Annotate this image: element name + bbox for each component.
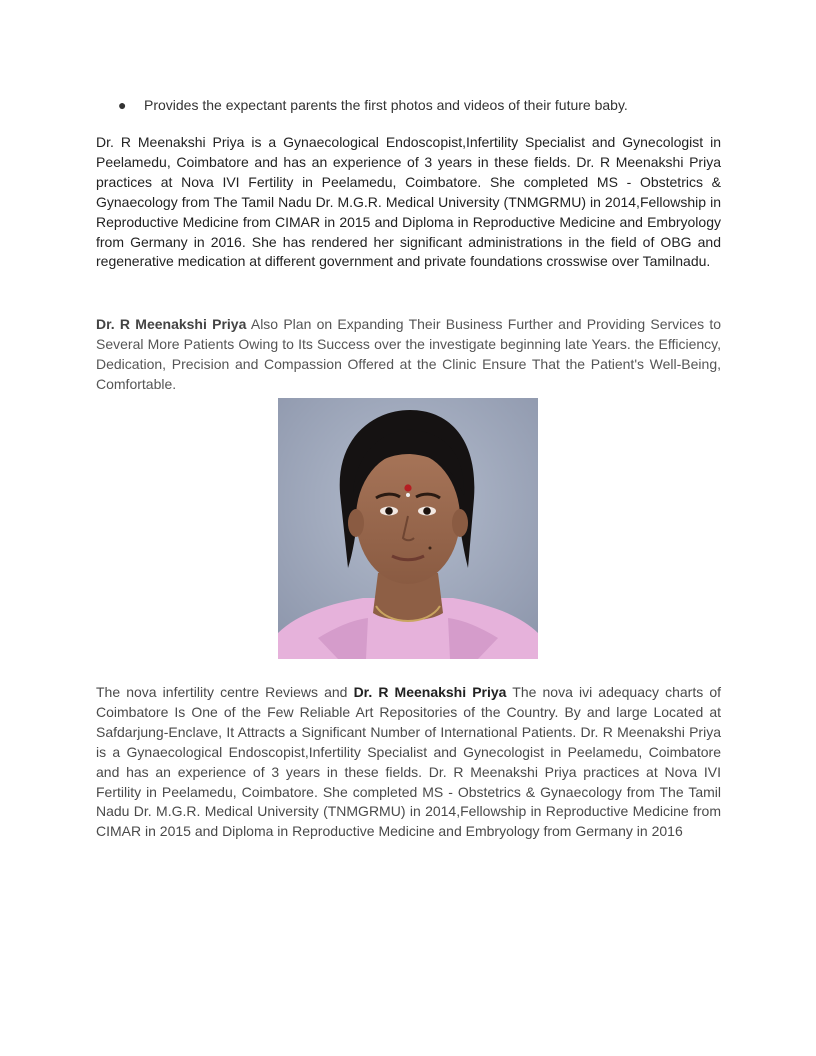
doctor-name-bold: Dr. R Meenakshi Priya [353, 684, 507, 700]
bullet-icon: ● [118, 97, 127, 113]
bullet-text: Provides the expectant parents the first photos and videos of their future baby. [144, 97, 628, 113]
paragraph-intro: Dr. R Meenakshi Priya is a Gynaecological Endoscopist,Infertility Specialist and Gynecologist in Peelamedu, Coimbatore and has an experience of 3 years in these fields. Dr. R Meenakshi Priya practices at Nova IVI Fertility in Peelamedu, Coimbatore. She completed MS - Obstetrics & Gynaecology from The Tamil Nadu Dr. M.G.R. Medical University (TNMGRMU) in 2014,Fellowship in Reproductive Medicine from CIMAR in 2015 and Diploma in Reproductive Medicine and Embryology from Germany in 2016. She has rendered her significant administrations in the field of OBG and regenerative medication at different government and private foundations crosswise over Tamilnadu. [96, 134, 721, 270]
doctor-name-bold: Dr. R Meenakshi Priya [96, 316, 247, 332]
paragraph-reviews [96, 683, 721, 842]
paragraph-expansion [96, 315, 721, 395]
paragraph-reviews-lead: The nova infertility centre Reviews and [96, 684, 354, 700]
portrait-illustration [278, 398, 538, 659]
doctor-portrait-photo [278, 398, 538, 659]
bullet-item [118, 95, 718, 115]
paragraph-reviews-text: The nova ivi adequacy charts of Coimbatore Is One of the Few Reliable Art Repositories of the Country. By and large Located at Safdarjung-Enclave, It Attracts a Significant Number of International Patients. Dr. R Meenakshi Priya is a Gynaecological Endoscopist,Infertility Specialist and Gynecologist in Peelamedu, Coimbatore and has an experience of 3 years in these fields. Dr. R Meenakshi Priya practices at Nova IVI Fertility in Peelamedu, Coimbatore. She completed MS - Obstetrics & Gynaecology from The Tamil Nadu Dr. M.G.R. Medical University (TNMGRMU) in 2014,Fellowship in Reproductive Medicine from CIMAR in 2015 and Diploma in Reproductive Medicine and Embryology from Germany in 2016 [96, 684, 721, 840]
paragraph-expansion-text: Also Plan on Expanding Their Business Further and Providing Services to Several More Patients Owing to Its Success over the investigate beginning late Years. the Efficiency, Dedication, Precision and Compassion Offered at the Clinic Ensure That the Patient's Well-Being, Comfortable. [96, 316, 721, 392]
